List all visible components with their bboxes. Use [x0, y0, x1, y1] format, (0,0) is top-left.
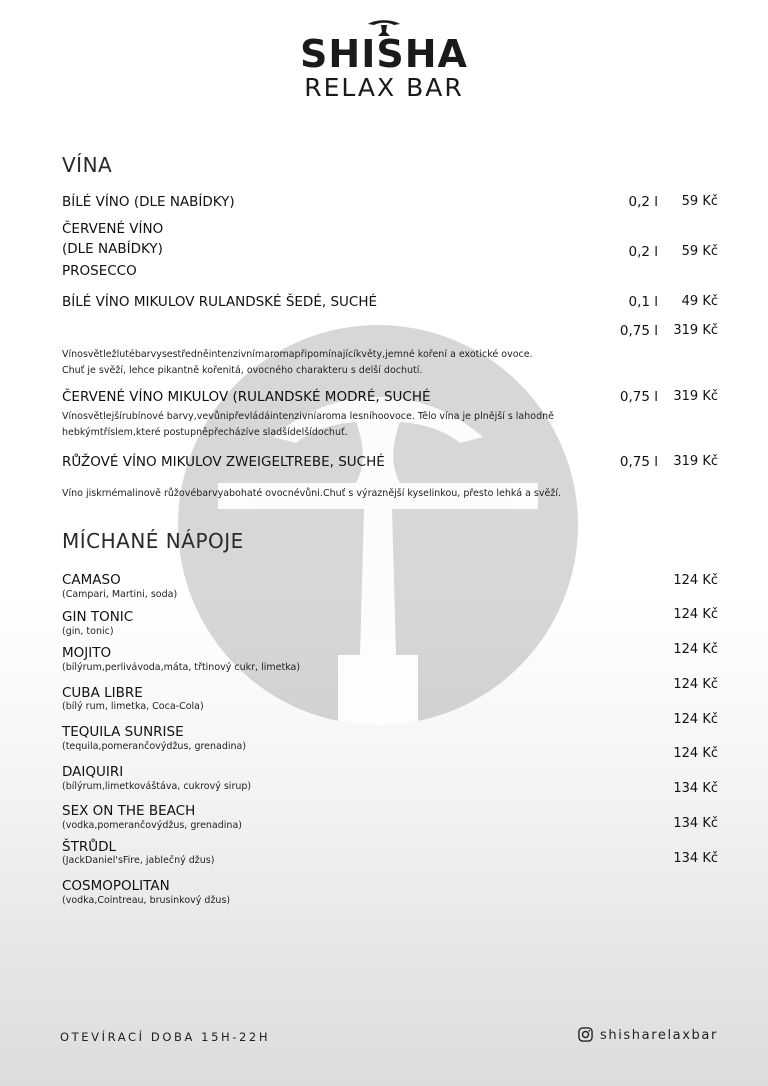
wine-name-line2: (DLE NABÍDKY): [62, 241, 163, 257]
drink-ingredients: (bílý rum, limetka, Coca-Cola): [62, 701, 204, 712]
drink-ingredients: (JackDaniel'sFire, jablečný džus): [62, 855, 215, 866]
drink-ingredients: (tequila,pomerančovýdžus, grenadina): [62, 741, 247, 752]
drink-ingredients: (bílýrum,perlivávoda,máta, třtinový cukr, limetka): [62, 662, 301, 673]
drink-price: 134 Kč: [673, 851, 718, 866]
drink-name: SEX ON THE BEACH: [62, 803, 196, 819]
wine-volume: 0,2 l: [628, 244, 658, 260]
drink-price: 124 Kč: [673, 642, 718, 657]
brand-logo: [0, 20, 768, 102]
wine-description-line: Vínosvětležlutébarvysestředněintenzivnímaromapřipomínajícíkvěty,jemné koření a exotické ovoce.: [62, 349, 533, 360]
instagram-icon: [578, 1027, 593, 1042]
wine-description-line: Chuť je svěží, lehce pikantně kořenitá, ovocného charakteru s delší dochutí.: [62, 365, 423, 376]
wine-volume: 0,2 l: [628, 194, 658, 210]
drink-price: 124 Kč: [673, 712, 718, 727]
drink-ingredients: (vodka,Cointreau, brusinkový džus): [62, 895, 231, 906]
drink-ingredients: (bílýrum,limetkováštáva, cukrový sirup): [62, 781, 252, 792]
drink-name: CAMASO: [62, 572, 121, 588]
brand-subtitle: RELAX BAR: [304, 73, 464, 102]
wine-price: 59 Kč: [681, 194, 718, 209]
wine-volume: 0,1 l: [628, 294, 658, 310]
drink-name: MOJITO: [62, 645, 112, 661]
wine-name: RŮŽOVÉ VÍNO MIKULOV ZWEIGELTREBE, SUCHÉ: [62, 454, 385, 470]
wine-description-line: Vínosvětlejšírubínové barvy,vevůnipřevládáintenzivníaroma lesníhoovoce. Tělo vína je plnější s lahodně: [62, 411, 554, 422]
drink-price: 124 Kč: [673, 746, 718, 761]
wine-description-line: hebkýmtříslem,které postupněpřecházíve sladšídelšídochuť.: [62, 427, 348, 438]
drink-price: 124 Kč: [673, 573, 718, 588]
drink-price: 134 Kč: [673, 816, 718, 831]
wine-name-line1: ČERVENÉ VÍNO: [62, 221, 164, 237]
wine-name: BÍLÉ VÍNO (DLE NABÍDKY): [62, 194, 235, 210]
wine-price: 319 Kč: [673, 454, 718, 469]
drink-ingredients: (vodka,pomerančovýdžus, grenadina): [62, 820, 242, 831]
wine-volume: 0,75 l: [619, 323, 658, 339]
wine-description-line: Víno jiskrnémalinově růžovébarvyabohaté ovocnévůni.Chuť s výraznější kyselinkou, přesto lehká a svěží.: [62, 488, 561, 499]
wine-price: 59 Kč: [681, 244, 718, 259]
wine-price: 319 Kč: [673, 323, 718, 338]
wine-volume: 0,75 l: [619, 454, 658, 470]
drink-price: 124 Kč: [673, 607, 718, 622]
wine-price: 49 Kč: [681, 294, 718, 309]
instagram-handle: shisharelaxbar: [600, 1028, 718, 1043]
drink-ingredients: (Campari, Martini, soda): [62, 589, 178, 600]
drink-name: CUBA LIBRE: [62, 685, 143, 701]
drink-name: GIN TONIC: [62, 609, 134, 625]
wine-price: 319 Kč: [673, 389, 718, 404]
brand-name: SHISHA: [300, 32, 468, 76]
instagram-link[interactable]: [578, 1027, 718, 1043]
drink-name: DAIQUIRI: [62, 764, 124, 780]
drink-name: COSMOPOLITAN: [62, 878, 170, 894]
drink-name: ŠTRŮDL: [62, 839, 116, 855]
wine-name: ČERVENÉ VÍNO MIKULOV (RULANDSKÉ MODRÉ, SUCHÉ: [62, 389, 431, 405]
drink-name: TEQUILA SUNRISE: [62, 724, 184, 740]
wine-volume: 0,75 l: [619, 389, 658, 405]
wine-name: PROSECCO: [62, 263, 137, 279]
drink-price: 134 Kč: [673, 781, 718, 796]
section-title-wines: VÍNA: [62, 153, 113, 177]
drink-price: 124 Kč: [673, 677, 718, 692]
drink-ingredients: (gin, tonic): [62, 626, 114, 637]
section-title-mixed-drinks: MÍCHANÉ NÁPOJE: [62, 529, 244, 553]
opening-hours: OTEVÍRACÍ DOBA 15H-22H: [60, 1030, 271, 1044]
wine-name: BÍLÉ VÍNO MIKULOV RULANDSKÉ ŠEDÉ, SUCHÉ: [62, 294, 378, 310]
